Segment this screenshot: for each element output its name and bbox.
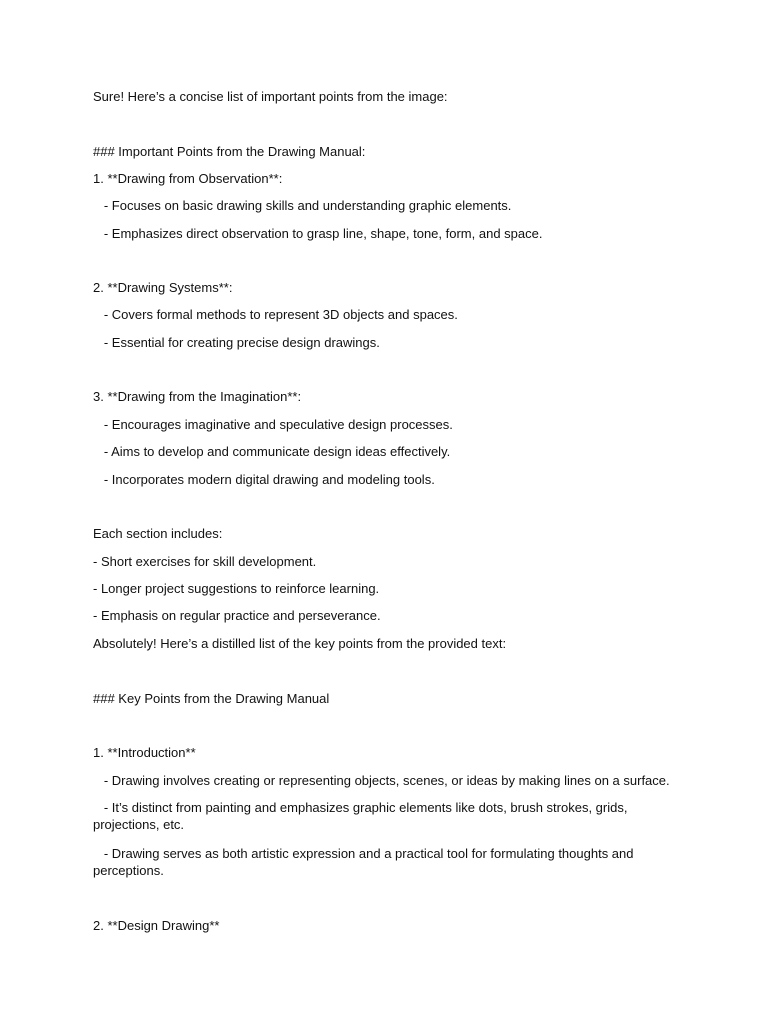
list-item-3-bullet-1: - Encourages imaginative and speculative design processes. [93, 417, 453, 432]
list-item-2-title: 2. **Drawing Systems**: [93, 280, 233, 295]
section-includes-label: Each section includes: [93, 526, 223, 541]
intro-line-2: Absolutely! Here’s a distilled list of the key points from the provided text: [93, 636, 507, 651]
includes-bullet-2: - Longer project suggestions to reinforce learning. [93, 581, 380, 596]
key-item-1-bullet-2: - It’s distinct from painting and emphasizes graphic elements like dots, brush strokes, grids, projections, etc. [93, 800, 632, 832]
key-item-1-title: 1. **Introduction** [93, 745, 196, 760]
heading-key-points: ### Key Points from the Drawing Manual [93, 691, 330, 706]
intro-line-1: Sure! Here’s a concise list of important points from the image: [93, 89, 448, 104]
key-item-1-bullet-1: - Drawing involves creating or representing objects, scenes, or ideas by making lines on a surface. [93, 773, 670, 788]
includes-bullet-1: - Short exercises for skill development. [93, 554, 317, 569]
list-item-2-bullet-1: - Covers formal methods to represent 3D objects and spaces. [93, 307, 458, 322]
heading-important-points: ### Important Points from the Drawing Manual: [93, 144, 366, 159]
list-item-1-bullet-2: - Emphasizes direct observation to grasp line, shape, tone, form, and space. [93, 226, 543, 241]
key-item-1-bullet-3: - Drawing serves as both artistic expression and a practical tool for formulating thoughts and perceptions. [93, 846, 638, 878]
key-item-2-title: 2. **Design Drawing** [93, 918, 220, 933]
list-item-3-bullet-3: - Incorporates modern digital drawing and modeling tools. [93, 472, 435, 487]
includes-bullet-3: - Emphasis on regular practice and perseverance. [93, 608, 381, 623]
list-item-1-bullet-1: - Focuses on basic drawing skills and understanding graphic elements. [93, 198, 512, 213]
list-item-2-bullet-2: - Essential for creating precise design drawings. [93, 335, 380, 350]
list-item-3-title: 3. **Drawing from the Imagination**: [93, 389, 302, 404]
list-item-3-bullet-2: - Aims to develop and communicate design ideas effectively. [93, 444, 451, 459]
list-item-1-title: 1. **Drawing from Observation**: [93, 171, 283, 186]
